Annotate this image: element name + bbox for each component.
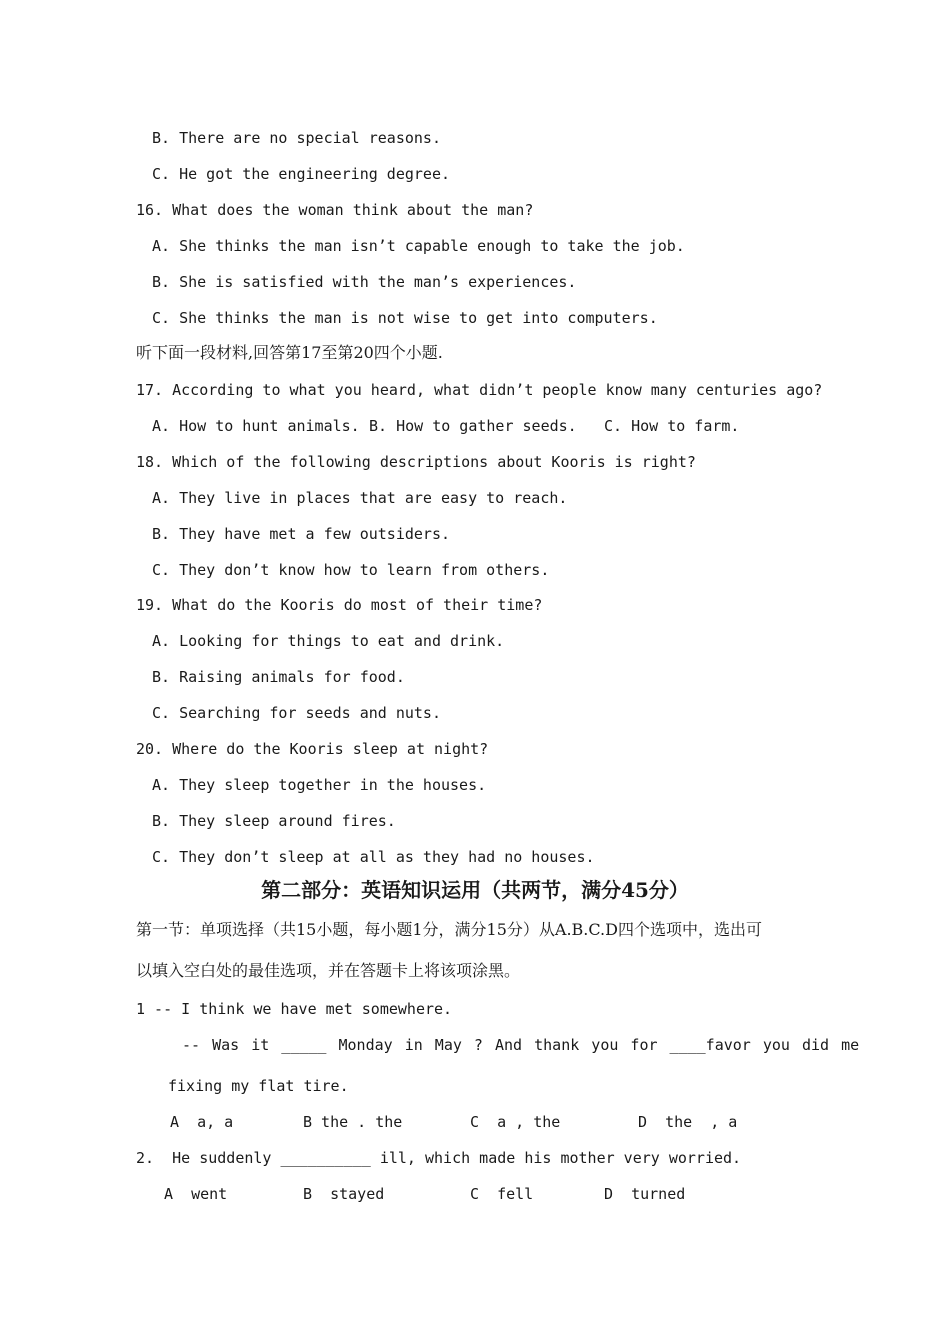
- section1-instruction-line1: 第一节：单项选择（共15小题，每小题1分，满分15分）从A.B.C.D四个选项中，选出可: [136, 920, 762, 939]
- q19-stem: 19. What do the Kooris do most of their time?: [136, 596, 543, 614]
- q15-option-c: C. He got the engineering degree.: [152, 165, 451, 183]
- q18-option-b: B. They have met a few outsiders.: [152, 525, 451, 543]
- mc1-stem-line2: -- Was it _____ Monday in May ? And thank you for ____favor you did me: [182, 1036, 860, 1054]
- q18-stem: 18. Which of the following descriptions about Kooris is right?: [136, 453, 696, 471]
- mc1-stem-line1: 1 -- I think we have met somewhere.: [136, 1000, 453, 1018]
- section1-instruction-line2: 以填入空白处的最佳选项，并在答题卡上将该项涂黑。: [136, 961, 521, 980]
- mc2-stem: 2. He suddenly __________ ill, which made his mother very worried.: [136, 1149, 742, 1167]
- q20-option-c: C. They don’t sleep at all as they had no houses.: [152, 848, 595, 866]
- q18-option-a: A. They live in places that are easy to reach.: [152, 489, 568, 507]
- q20-option-b: B. They sleep around fires.: [152, 812, 396, 830]
- mc2-option-d: D turned: [604, 1185, 686, 1203]
- mc1-option-c: C a , the: [470, 1113, 561, 1131]
- q20-stem: 20. Where do the Kooris sleep at night?: [136, 740, 489, 758]
- mc2-option-a: A went: [164, 1185, 228, 1203]
- q16-option-b: B. She is satisfied with the man’s experiences.: [152, 273, 577, 291]
- q15-option-b: B. There are no special reasons.: [152, 129, 441, 147]
- q19-option-a: A. Looking for things to eat and drink.: [152, 632, 505, 650]
- q17-option-c: C. How to farm.: [604, 417, 740, 435]
- q16-option-a: A. She thinks the man isn’t capable enough to take the job.: [152, 237, 685, 255]
- part2-title: 第二部分：英语知识运用（共两节，满分45分）: [261, 878, 689, 902]
- q17-stem: 17. According to what you heard, what didn’t people know many centuries ago?: [136, 381, 823, 399]
- q17-option-a: A. How to hunt animals.: [152, 417, 360, 435]
- q20-option-a: A. They sleep together in the houses.: [152, 776, 487, 794]
- mc1-option-d: D the , a: [638, 1113, 738, 1131]
- q19-option-c: C. Searching for seeds and nuts.: [152, 704, 441, 722]
- q18-option-c: C. They don’t know how to learn from others.: [152, 561, 550, 579]
- mc1-stem-line3: fixing my flat tire.: [168, 1077, 349, 1095]
- mc1-option-a: A a, a: [170, 1113, 234, 1131]
- q19-option-b: B. Raising animals for food.: [152, 668, 405, 686]
- q17-option-b: B. How to gather seeds.: [369, 417, 577, 435]
- mc2-option-c: C fell: [470, 1185, 534, 1203]
- listening-instruction: 听下面一段材料,回答第17至第20四个小题.: [136, 343, 443, 362]
- q16-option-c: C. She thinks the man is not wise to get into computers.: [152, 309, 658, 327]
- mc1-option-b: B the . the: [303, 1113, 403, 1131]
- q16-stem: 16. What does the woman think about the man?: [136, 201, 534, 219]
- mc2-option-b: B stayed: [303, 1185, 385, 1203]
